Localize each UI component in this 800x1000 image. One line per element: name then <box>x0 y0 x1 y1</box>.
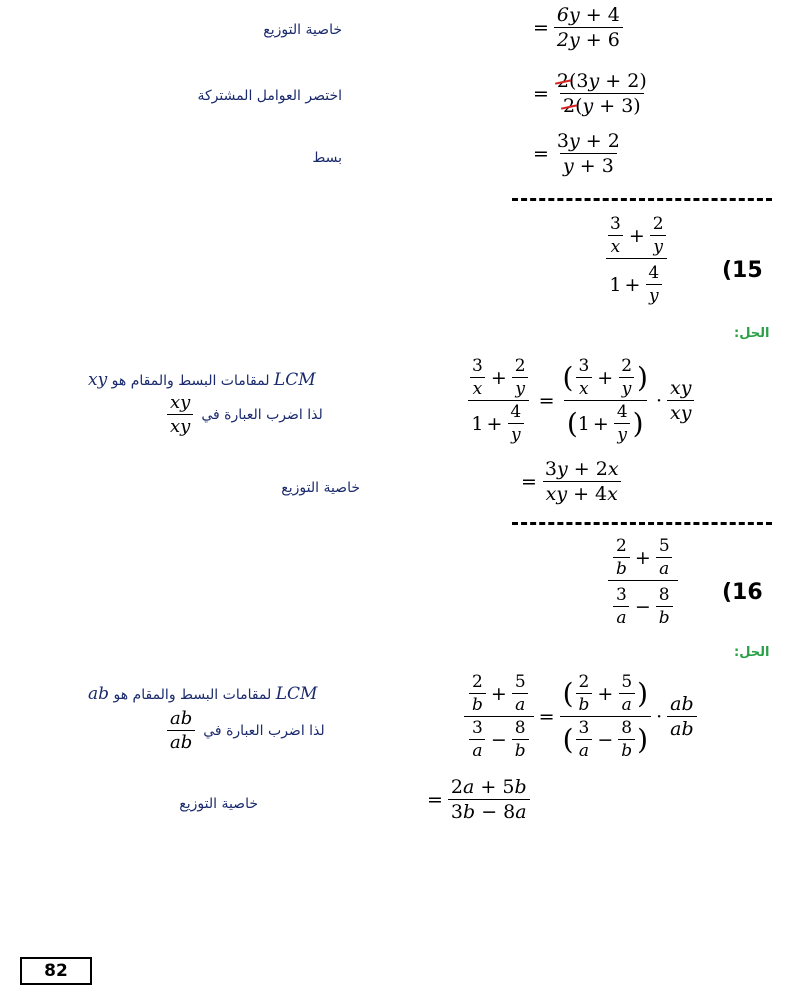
problem-15-number: (15 <box>722 258 763 283</box>
note-distributive: خاصية التوزيع <box>263 22 342 38</box>
note-lcm-xy: xy لمقامات البسط والمقام هو LCM <box>88 370 316 390</box>
note-simplify: بسط <box>312 150 342 166</box>
solution-label-16: الحل: <box>734 645 770 660</box>
note-multiply-ab: $\frac{ab}{ab}$ لذا اضرب العبارة في <box>165 708 325 753</box>
problem-16-number: (16 <box>722 580 763 605</box>
step-cancel-common: = $\frac{2(3y + 2)}{2(y + 3)}$ <box>533 70 647 117</box>
problem-16-step-lcm: $\frac{2}{b}$ + $\frac{5}{a}$ $\frac{3}{a}$ − $\frac{8}{b}$ = ( $\frac{2}{b}$ + $\frac{5}{a}$ ) ( $\frac{3}{a}$ − $\frac{8}{b}$ ) · $\frac{ab}{ab}$ <box>462 672 699 761</box>
note-lcm-ab: ab لمقامات البسط والمقام هو LCM <box>88 684 318 704</box>
note-multiply-xy: $\frac{xy}{xy}$ لذا اضرب العبارة في <box>165 392 323 437</box>
problem-15-step-lcm: $\frac{3}{x}$ + $\frac{2}{y}$ 1 + $\frac{4}{y}$ = ( $\frac{3}{x}$ + $\frac{2}{y}$ ) ( 1 + $\frac{4}{y}$ ) · $\frac{xy}{xy}$ <box>462 356 696 445</box>
problem-16-result: = $\frac{2a + 5b}{3b - 8a}$ <box>424 776 532 823</box>
note-distributive-15: خاصية التوزيع <box>281 480 360 496</box>
separator-line <box>512 198 772 201</box>
separator-line <box>512 522 772 525</box>
problem-16-expression: $\frac{2}{b}$ + $\frac{5}{a}$ $\frac{3}{a}$ − $\frac{8}{b}$ <box>606 536 680 628</box>
problem-15-result: = $\frac{3y + 2x}{xy + 4x}$ <box>518 458 624 505</box>
page-number: 82 <box>20 957 92 985</box>
step-simplify: = $\frac{3y + 2}{y + 3}$ <box>533 130 620 177</box>
note-distributive-16: خاصية التوزيع <box>179 796 258 812</box>
problem-15-expression: $\frac{3}{x}$ + $\frac{2}{y}$ 1 + $\frac{4}{y}$ <box>600 214 674 306</box>
solution-label-15: الحل: <box>734 326 770 341</box>
step-distributive: = $\frac{6y + 4}{2y + 6}$ <box>530 4 625 51</box>
note-cancel-common: اختصر العوامل المشتركة <box>197 88 342 104</box>
